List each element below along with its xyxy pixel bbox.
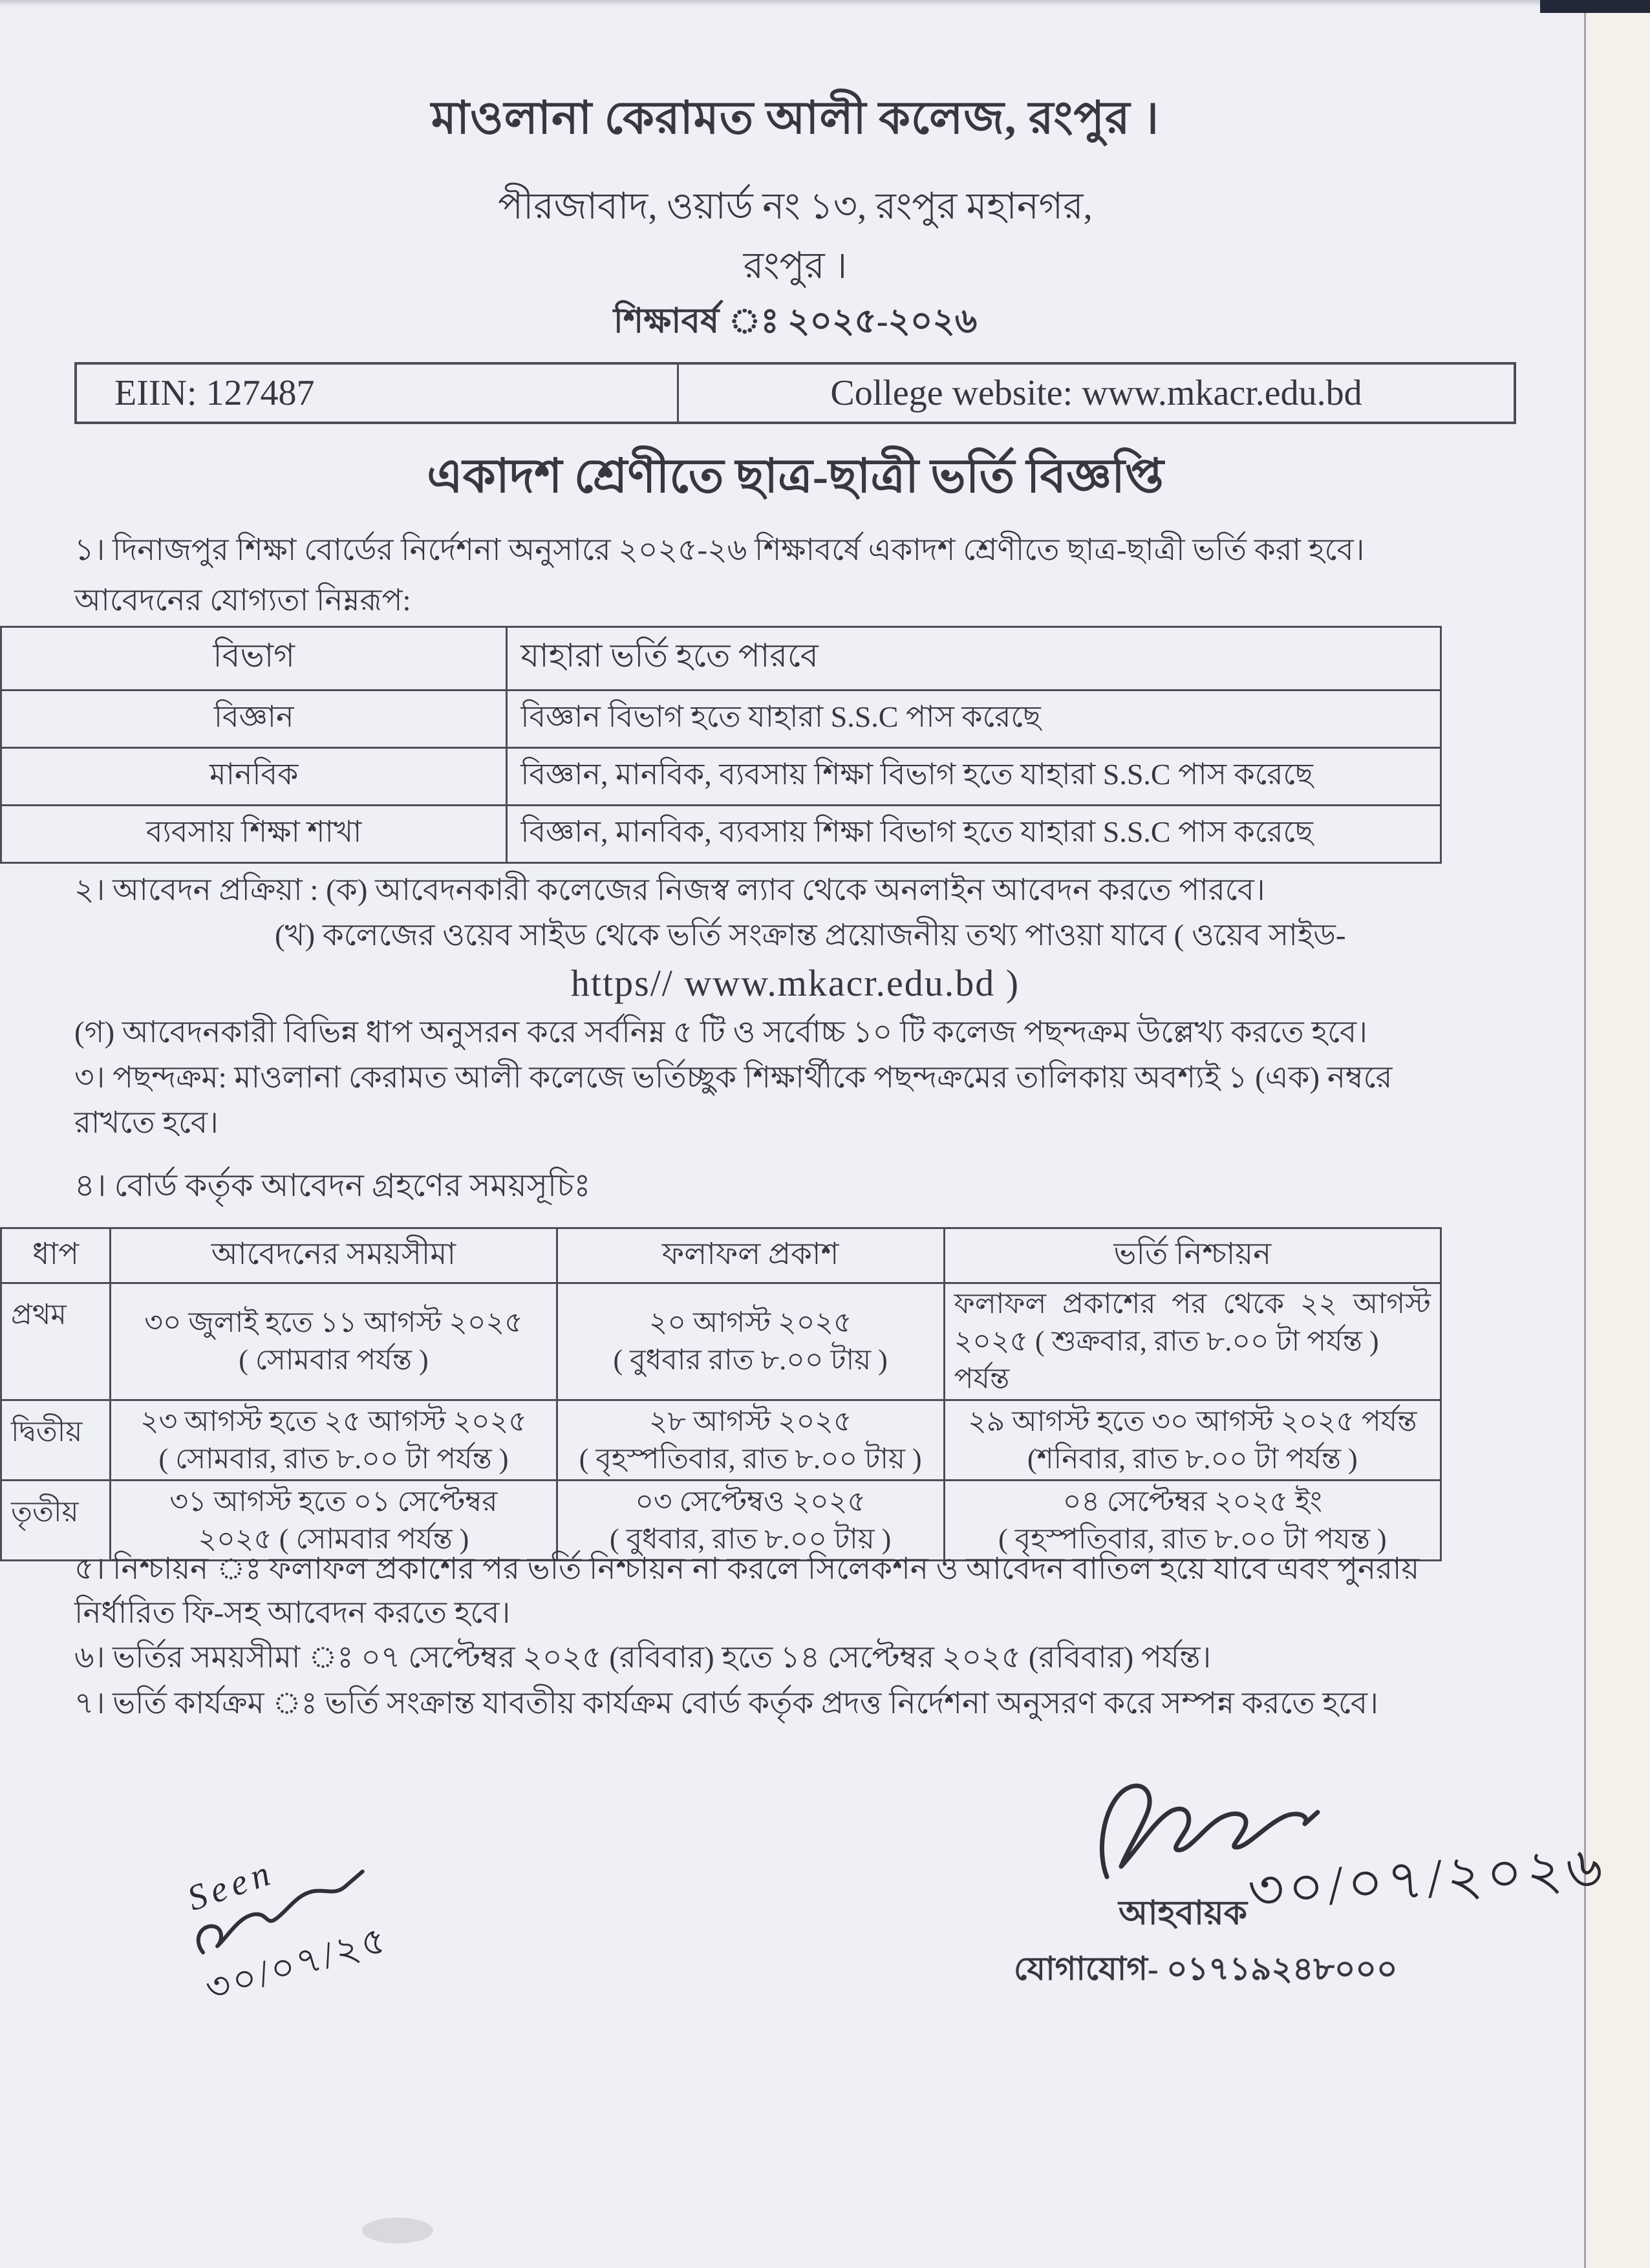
point2-website-url: https// www.mkacr.edu.bd ) — [570, 962, 1020, 1004]
cell-line: ২৮ আগস্ট ২০২৫ — [648, 1405, 852, 1437]
step-cell: দ্বিতীয় — [1, 1400, 111, 1481]
college-name: মাওলানা কেরামত আলী কলেজ, রংপুর । — [431, 94, 1160, 144]
seen-word: Seen — [182, 1852, 280, 1919]
table-row — [1, 806, 1441, 863]
apply-period-cell — [111, 1283, 557, 1400]
point5-line2: নির্ধারিত ফি-সহ আবেদন করতে হবে। — [74, 1596, 511, 1630]
point1-line2: আবেদনের যোগ্যতা নিম্নরূপ: — [74, 584, 411, 617]
table-header-row — [1, 627, 1441, 690]
cell-line: ২৩ আগস্ট হতে ২৫ আগস্ট ২০২৫ — [140, 1405, 527, 1437]
cell-line: ০৪ সেপ্টেম্বর ২০২৫ ইং — [1062, 1485, 1322, 1517]
eiin-number: EIIN: 127487 — [77, 365, 679, 422]
notice-title: একাদশ শ্রেণীতে ছাত্র-ছাত্রী ভর্তি বিজ্ঞপ্তি — [427, 450, 1164, 502]
cell-line: ( বৃহস্পতিবার, রাত ৮.০০ টায় ) — [579, 1442, 922, 1475]
division-cell: বিজ্ঞান — [1, 690, 507, 748]
eligibility-cell: বিজ্ঞান, মানবিক, ব্যবসায় শিক্ষা বিভাগ হতে যাহারা S.S.C পাস করেছে — [507, 748, 1441, 806]
point1-line1: ১। দিনাজপুর শিক্ষা বোর্ডের নির্দেশনা অনুসারে ২০২৫-২৬ শিক্ষাবর্ষে একাদশ শ্রেণীতে ছাত্র-ছাত্রী ভর্তি করা হবে। — [74, 533, 1365, 567]
result-cell — [557, 1400, 944, 1481]
cell-line: ২৯ আগস্ট হতে ৩০ আগস্ট ২০২৫ পর্যন্ত — [968, 1405, 1417, 1437]
scan-top-shadow — [0, 0, 1650, 6]
point5-line1: ৫। নিশ্চায়ন ঃ ফলাফল প্রকাশের পর ভর্তি নিশ্চায়ন না করলে সিলেকশন ও আবেদন বাতিল হয়ে যাবে এবং পুনরায় — [74, 1552, 1420, 1586]
confirmation-cell — [944, 1481, 1441, 1561]
college-website: College website: www.mkacr.edu.bd — [830, 373, 1362, 413]
eligibility-table — [0, 626, 1442, 864]
confirmation-cell — [944, 1400, 1441, 1481]
contact-phone: যোগাযোগ- ০১৭১৯২৪৮০০০ — [1014, 1951, 1398, 1987]
table-row — [1, 1400, 1441, 1481]
cell-line: ( বুধবার, রাত ৮.০০ টায় ) — [609, 1523, 892, 1555]
academic-session: শিক্ষাবর্ষ ঃ ২০২৫-২০২৬ — [613, 303, 978, 340]
apply-period-cell — [111, 1481, 557, 1561]
column-header-confirmation: ভর্তি নিশ্চায়ন — [944, 1228, 1441, 1283]
eiin-website-box — [74, 362, 1516, 424]
seen-date: ৩০/০৭/২৫ — [200, 1918, 393, 2010]
eligibility-cell: বিজ্ঞান, মানবিক, ব্যবসায় শিক্ষা বিভাগ হতে যাহারা S.S.C পাস করেছে — [507, 806, 1441, 863]
scan-corner-artifact — [1540, 0, 1650, 13]
step-cell: তৃতীয় — [1, 1481, 111, 1561]
column-header-apply-period: আবেদনের সময়সীমা — [111, 1228, 557, 1283]
table-row — [1, 748, 1441, 806]
point2-line-ga: (গ) আবেদনকারী বিভিন্ন ধাপ অনুসরন করে সর্বনিম্ন ৫ টি ও সর্বোচ্চ ১০ টি কলেজ পছন্দক্রম উল্লেখ্য করতে হবে। — [74, 1016, 1367, 1049]
column-header-eligible: যাহারা ভর্তি হতে পারবে — [507, 627, 1441, 690]
point7: ৭। ভর্তি কার্যক্রম ঃ ভর্তি সংক্রান্ত যাবতীয় কার্যক্রম বোর্ড কর্তৃক প্রদত্ত নির্দেশনা অনুসরণ করে সম্পন্ন করতে হবে। — [74, 1687, 1378, 1720]
seen-note — [170, 1796, 477, 2029]
division-cell: মানবিক — [1, 748, 507, 806]
point3-line1: ৩। পছন্দক্রম: মাওলানা কেরামত আলী কলেজে ভর্তিচ্ছুক শিক্ষার্থীকে পছন্দক্রমের তালিকায় অবশ্যই ১ (এক) নম্বরে — [74, 1061, 1393, 1095]
schedule-table — [0, 1227, 1442, 1561]
cell-line: ২০ আগস্ট ২০২৫ — [648, 1307, 852, 1339]
cell-line: ২০২৫ ( সোমবার পর্যন্ত ) — [198, 1523, 469, 1555]
cell-line: ( বৃহস্পতিবার, রাত ৮.০০ টা পযন্ত ) — [998, 1523, 1387, 1555]
cell-line: ৩১ আগস্ট হতে ০১ সেপ্টেম্বর — [169, 1485, 498, 1517]
result-cell — [557, 1283, 944, 1400]
cell-line: ( বুধবার রাত ৮.০০ টায় ) — [613, 1344, 888, 1376]
scan-right-edge — [1584, 0, 1650, 2268]
cell-line: ০৩ সেপ্টেম্বও ২০২৫ — [635, 1485, 866, 1517]
college-address-line1: পীরজাবাদ, ওয়ার্ড নং ১৩, রংপুর মহানগর, — [498, 186, 1093, 227]
cell-line: ( সোমবার পর্যন্ত ) — [239, 1344, 429, 1376]
cell-line: (শনিবার, রাত ৮.০০ টা পর্যন্ত ) — [1027, 1442, 1358, 1475]
scan-smudge — [362, 2218, 433, 2243]
convener-label: আহবায়ক — [1119, 1895, 1248, 1932]
point6: ৬। ভর্তির সময়সীমা ঃ ০৭ সেপ্টেম্বর ২০২৫ (রবিবার) হতে ১৪ সেপ্টেম্বর ২০২৫ (রবিবার) পর্যন্ত। — [74, 1641, 1212, 1674]
handwritten-date: ৩০/০৭/২০২৬ — [1245, 1835, 1609, 1923]
point4-heading: ৪। বোর্ড কর্তৃক আবেদন গ্রহণের সময়সূচিঃ — [74, 1168, 591, 1203]
table-header-row — [1, 1228, 1441, 1283]
cell-line: ( সোমবার, রাত ৮.০০ টা পর্যন্ত ) — [158, 1442, 509, 1475]
table-row — [1, 1481, 1441, 1561]
confirmation-cell — [944, 1283, 1441, 1400]
step-cell: প্রথম — [1, 1283, 111, 1400]
apply-period-cell — [111, 1400, 557, 1481]
column-header-result: ফলাফল প্রকাশ — [557, 1228, 944, 1283]
division-cell: ব্যবসায় শিক্ষা শাখা — [1, 806, 507, 863]
column-header-step: ধাপ — [1, 1228, 111, 1283]
point2-line-ka: ২। আবেদন প্রক্রিয়া : (ক) আবেদনকারী কলেজের নিজস্ব ল্যাব থেকে অনলাইন আবেদন করতে পারবে। — [74, 873, 1265, 907]
cell-line: ২০২৫ ( শুক্রবার, রাত ৮.০০ টা পর্যন্ত ) পর্যন্ত — [954, 1325, 1379, 1395]
point3-line2: রাখতে হবে। — [74, 1106, 219, 1140]
cell-line: ৩০ জুলাই হতে ১১ আগস্ট ২০২৫ — [144, 1307, 523, 1339]
eligibility-cell: বিজ্ঞান বিভাগ হতে যাহারা S.S.C পাস করেছে — [507, 690, 1441, 748]
college-address-line2: রংপুর । — [743, 246, 848, 286]
table-row — [1, 690, 1441, 748]
point2-line-kha: (খ) কলেজের ওয়েব সাইড থেকে ভর্তি সংক্রান্ত প্রয়োজনীয় তথ্য পাওয়া যাবে ( ওয়েব সাইড- — [275, 919, 1346, 952]
result-cell — [557, 1481, 944, 1561]
cell-line: ফলাফল প্রকাশের পর থেকে ২২ আগস্ট — [954, 1288, 1431, 1320]
column-header-division: বিভাগ — [1, 627, 507, 690]
table-row — [1, 1283, 1441, 1400]
